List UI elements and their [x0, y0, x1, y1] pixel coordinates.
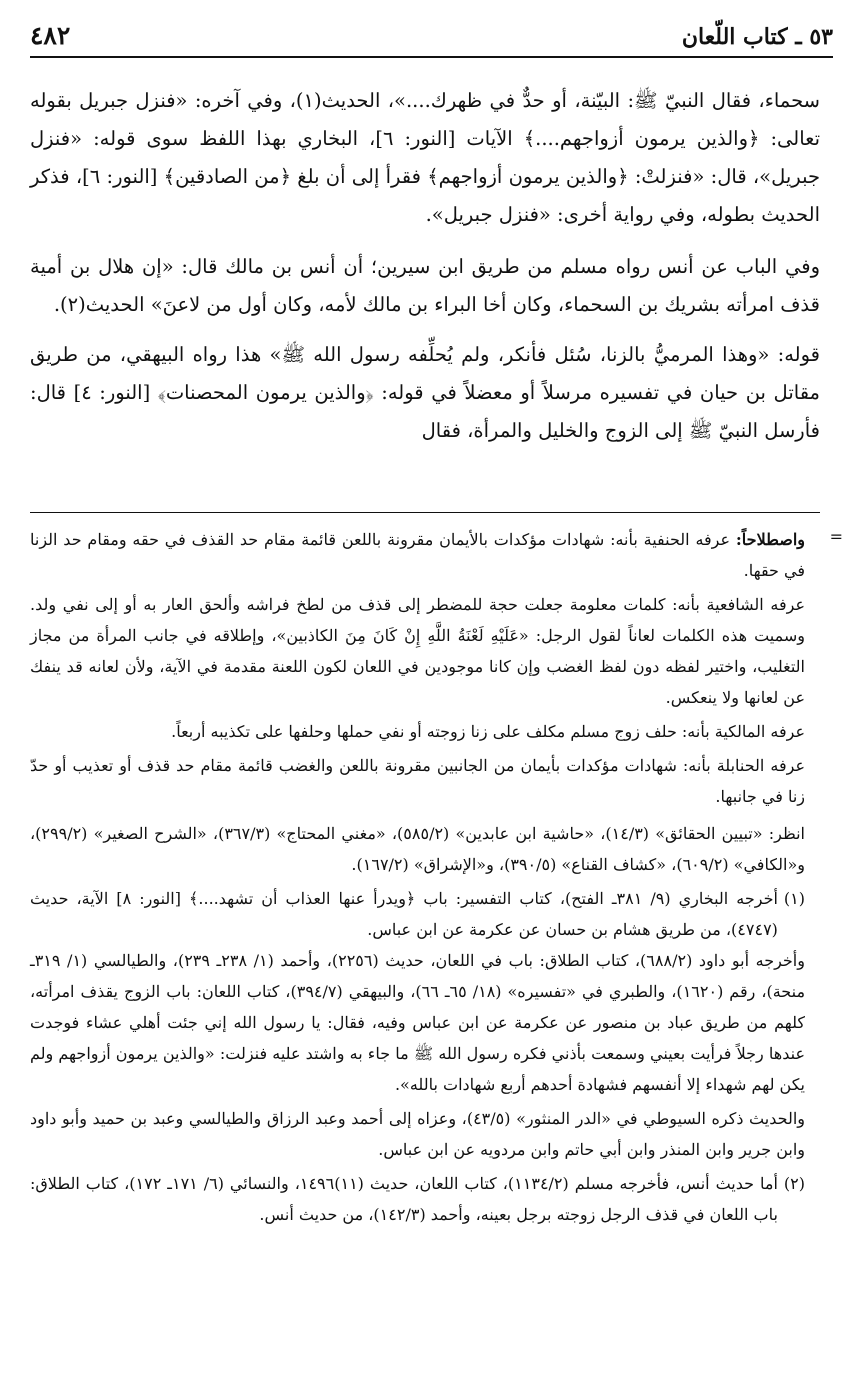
definition-lead: واصطلاحاً: [735, 530, 805, 549]
footnotes [30, 524, 805, 1230]
definition-text: عرفه الحنفية بأنه: شهادات مؤكدات بالأيمان مقرونة باللعن قائمة مقام حد القذف في حقه ومقام حد الزنا في حقها. [30, 530, 805, 580]
page-header [30, 18, 833, 58]
footnote-1-number: (١) [783, 889, 805, 908]
footnote-1-text: أخرجه البخاري (٩/ ٣٨١ـ الفتح)، كتاب التفسير: باب ﴿ويدرأ عنها العذاب أن تشهد....﴾ [النور: ٨] الآية، حديث (٤٧٤٧)، من طريق هشام بن حسان عن عكرمة عن ابن عباس. [30, 889, 778, 939]
main-paragraph-1: سحماء، فقال النبيّ ﷺ: البيّنة، أو حدٌّ في ظهرك....»، الحديث(١)، وفي آخره: «فنزل جبريل بقوله تعالى: ﴿والذين يرمون أزواجهم....﴾ الآيات [النور: ٦]، البخاري بهذا اللفظ سوى قوله: «فنزل جبريل»، قال: «فنزلتْ: ﴿والذين يرمون أزواجهم﴾ فقرأ إلى أن بلغ ﴿من الصادقين﴾ [النور: ٦]، فذكر الحديث بطوله، وفي رواية أخرى: «فنزل جبريل». [30, 89, 821, 226]
footnote-2 [30, 1168, 805, 1230]
footnote-1-continuation-a: وأخرجه أبو داود (٦٨٨/٢)، كتاب الطلاق: باب في اللعان، حديث (٢٢٥٦)، وأحمد (١/ ٢٣٨ـ ٢٣٩)، والطيالسي (١/ ٣١٩ـ منحة)، رقم (١٦٢٠)، والطبري في «تفسيره» (١٨/ ٦٥ـ ٦٦)، والبيهقي (٣٩٤/٧)، كتاب اللعان: باب الزوج يقذف امرأته، كلهم من طريق عباد بن منصور عن عكرمة عن ابن عباس وفيه، فقال: يا رسول الله إني جئت أهلي عشاء فوجدت عندها رجلاً فرأيت بعيني وسمعت بأذني فكره رسول الله ﷺ ما جاء به واشتد عليه فنزلت: «والذين يرمون أزواجهم ولم يكن لهم شهداء إلا أنفسهم فشهادة أحدهم أربع شهادات بالله». [30, 951, 806, 1094]
footnote-1 [30, 883, 805, 945]
footnote-separator [30, 512, 820, 513]
main-paragraph-2: وفي الباب عن أنس رواه مسلم من طريق ابن سيرين؛ أن أنس بن مالك قال: «إن هلال بن أمية قذف امرأته بشريك بن السحماء، وكان أخا البراء بن مالك لأمه، وكان أول من لاعنَ» الحديث(٢). [30, 255, 820, 316]
footnote-2-text: أما حديث أنس، فأخرجه مسلم (١١٣٤/٢)، كتاب اللعان، حديث (١١)١٤٩٦، والنسائي (٦/ ١٧١ـ ١٧٢)، كتاب الطلاق: باب اللعان في قذف الرجل زوجته برجل بعينه، وأحمد (١٤٢/٣)، من حديث أنس. [30, 1174, 778, 1224]
footnote-1-continuation-b: والحديث ذكره السيوطي في «الدر المنثور» (٤٣/٥)، وعزاه إلى أحمد وعبد الرزاق والطيالسي وعبد بن حميد وأبو داود وابن جرير وابن المنذر وابن أبي حاتم وابن مردويه عن ابن عباس. [30, 1109, 805, 1159]
main-paragraph-3: قوله: «وهذا المرميُّ بالزنا، سُئل فأنكر، ولم يُحلِّفه رسول الله ﷺ» هذا رواه البيهقي، من طريق مقاتل بن حيان في تفسيره مرسلاً أو معضلاً في قوله: ﴿والذين يرمون المحصنات﴾ [النور: ٤] قال: فأرسل النبيّ ﷺ إلى الزوج والخليل والمرأة، فقال [30, 343, 821, 442]
footnote-references: انظر: «تبيين الحقائق» (١٤/٣)، «حاشية ابن عابدين» (٥٨٥/٢)، «مغني المحتاج» (٣٦٧/٣)، «الشرح الصغير» (٢٩٩/٢)، و«الكافي» (٦٠٩/٢)، «كشاف القناع» (٣٩٠/٥)، و«الإشراق» (١٦٧/٢). [30, 824, 805, 874]
main-text [30, 82, 820, 462]
footnote-definition-shafii: عرفه الشافعية بأنه: كلمات معلومة جعلت حجة للمضطر إلى قذف من لطخ فراشه وألحق العار به أو إلى نفي ولد. وسميت هذه الكلمات لعاناً لقول الرجل: «عَلَيْهِ لَعْنَةُ اللَّهِ إِنْ كَانَ مِنَ الكاذبين»، وإطلاقه في جانب المرأة من مجاز التغليب، واختير لفظه دون لفظ الغضب وإن كانا موجودين في اللعان لكون اللعنة مقدمة في الآية، ولأن لعانه قد ينفك عن لعانها ولا ينعكس. [30, 595, 806, 707]
page-number: ٤٨٢ [30, 21, 71, 50]
continuation-mark: = [829, 527, 843, 546]
footnote-definition-maliki: عرفه المالكية بأنه: حلف زوج مسلم مكلف على زنا زوجته أو نفي حملها وحلفها على تكذيبه أربعاً. [171, 722, 805, 741]
footnote-definition-hanafi [30, 524, 805, 586]
chapter-title: ٥٣ ـ كتاب اللّعان [681, 24, 833, 50]
footnote-definition-hanbali: عرفه الحنابلة بأنه: شهادات مؤكدات بأيمان من الجانبين مقرونة باللعن والغضب قائمة مقام حد قذف أو تعذيب أو حدّ زنا في جانبها. [30, 756, 805, 806]
footnote-2-number: (٢) [783, 1174, 805, 1193]
